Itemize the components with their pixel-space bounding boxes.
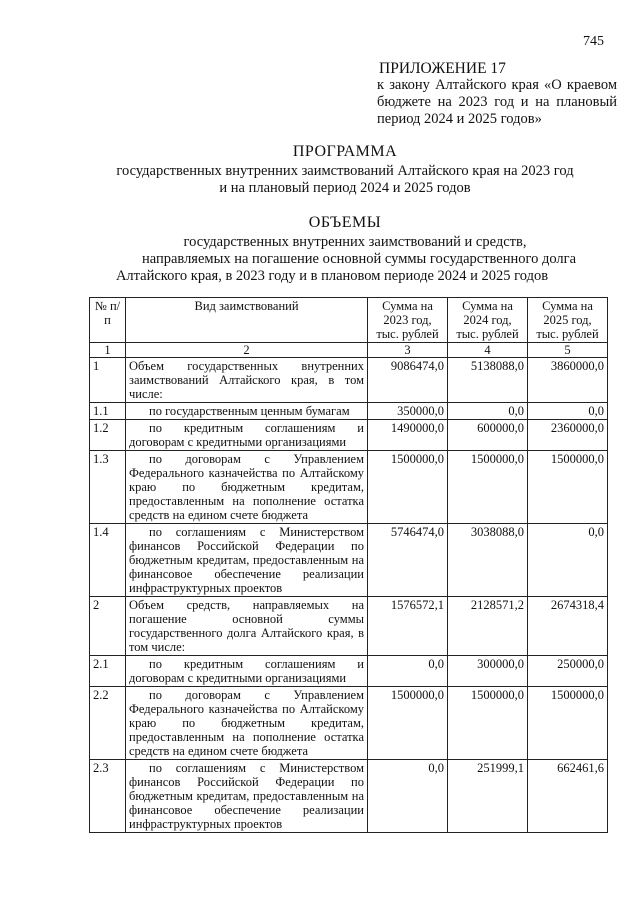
- header-sum-2025: Сумма на 2025 год, тыс. рублей: [528, 298, 608, 343]
- header-sum-2024: Сумма на 2024 год, тыс. рублей: [448, 298, 528, 343]
- value-2023: 0,0: [368, 760, 448, 833]
- program-title: ПРОГРАММА: [292, 143, 398, 160]
- row-description: по договорам с Управлением Федерального казначейства по Алтайскому краю по бюджетным кредитам, предоставленным на пополнение остатка средств на едином счете бюджета: [126, 451, 368, 524]
- row-description: по соглашениям с Министерством финансов Российской Федерации по бюджетным кредитам, предоставленным на финансовое обеспечение реализации инфраструктурных проектов: [126, 760, 368, 833]
- column-number: 1: [90, 343, 126, 358]
- value-2024: 5138088,0: [448, 358, 528, 403]
- value-2025: 3860000,0: [528, 358, 608, 403]
- value-2025: 2360000,0: [528, 420, 608, 451]
- row-description: по государственным ценным бумагам: [126, 403, 368, 420]
- page-number: 745: [583, 34, 604, 49]
- header-sum-2023: Сумма на 2023 год, тыс. рублей: [368, 298, 448, 343]
- column-number: 4: [448, 343, 528, 358]
- row-description: Объем государственных внутренних заимствований Алтайского края, в том числе:: [126, 358, 368, 403]
- column-number: 2: [126, 343, 368, 358]
- table-row: [90, 597, 608, 656]
- table-row: [90, 524, 608, 597]
- value-2025: 0,0: [528, 524, 608, 597]
- row-number: 1.1: [90, 403, 126, 420]
- program-subtitle-line-2: и на плановый период 2024 и 2025 годов: [219, 180, 471, 196]
- value-2023: 9086474,0: [368, 358, 448, 403]
- header-borrowing-type: Вид заимствований: [126, 298, 368, 343]
- value-2025: 1500000,0: [528, 451, 608, 524]
- program-subtitle-line-1: государственных внутренних заимствований Алтайского края на 2023 год: [116, 163, 574, 179]
- value-2025: 250000,0: [528, 656, 608, 687]
- volumes-subtitle: [60, 234, 630, 285]
- row-description: Объем средств, направляемых на погашение основной суммы государственного долга Алтайского края, в том числе:: [126, 597, 368, 656]
- value-2023: 1500000,0: [368, 451, 448, 524]
- row-description: по соглашениям с Министерством финансов Российской Федерации по бюджетным кредитам, предоставленным на финансовое обеспечение реализации инфраструктурных проектов: [126, 524, 368, 597]
- table-row: [90, 760, 608, 833]
- row-number: 1: [90, 358, 126, 403]
- value-2025: 1500000,0: [528, 687, 608, 760]
- value-2024: 3038088,0: [448, 524, 528, 597]
- row-number: 1.2: [90, 420, 126, 451]
- value-2025: 2674318,4: [528, 597, 608, 656]
- table-row: [90, 656, 608, 687]
- table-row: [90, 420, 608, 451]
- row-description: по кредитным соглашениям и договорам с кредитными организациями: [126, 656, 368, 687]
- table-row: [90, 451, 608, 524]
- borrowings-table: [89, 297, 608, 833]
- table-row: [90, 358, 608, 403]
- row-description: по кредитным соглашениям и договорам с кредитными организациями: [126, 420, 368, 451]
- row-number: 2: [90, 597, 126, 656]
- value-2023: 1500000,0: [368, 687, 448, 760]
- appendix-reference: к закону Алтайского края «О краевом бюджете на 2023 год и на плановый период 2024 и 2025 годов»: [377, 77, 617, 127]
- value-2023: 5746474,0: [368, 524, 448, 597]
- appendix-block: [377, 60, 617, 128]
- value-2023: 1490000,0: [368, 420, 448, 451]
- value-2024: 0,0: [448, 403, 528, 420]
- value-2023: 1576572,1: [368, 597, 448, 656]
- value-2025: 0,0: [528, 403, 608, 420]
- row-number: 2.1: [90, 656, 126, 687]
- column-number: 5: [528, 343, 608, 358]
- row-number: 1.4: [90, 524, 126, 597]
- table-header-row: [90, 298, 608, 343]
- header-number: № п/п: [90, 298, 126, 343]
- value-2024: 300000,0: [448, 656, 528, 687]
- row-number: 2.2: [90, 687, 126, 760]
- value-2024: 1500000,0: [448, 687, 528, 760]
- volumes-subtitle-line-3: Алтайского края, в 2023 году и в плановом периоде 2024 и 2025 годов: [115, 268, 549, 284]
- value-2025: 662461,6: [528, 760, 608, 833]
- column-number: 3: [368, 343, 448, 358]
- value-2023: 350000,0: [368, 403, 448, 420]
- volumes-title: ОБЪЕМЫ: [308, 214, 382, 231]
- value-2024: 1500000,0: [448, 451, 528, 524]
- row-description: по договорам с Управлением Федерального казначейства по Алтайскому краю по бюджетным кредитам, предоставленным на пополнение остатка средств на едином счете бюджета: [126, 687, 368, 760]
- program-subtitle: [60, 163, 630, 197]
- value-2024: 2128571,2: [448, 597, 528, 656]
- value-2023: 0,0: [368, 656, 448, 687]
- table-row: [90, 687, 608, 760]
- value-2024: 600000,0: [448, 420, 528, 451]
- row-number: 2.3: [90, 760, 126, 833]
- table-row: [90, 403, 608, 420]
- volumes-subtitle-line-2: направляемых на погашение основной суммы государственного долга: [141, 251, 577, 267]
- appendix-heading: ПРИЛОЖЕНИЕ 17: [379, 60, 506, 77]
- value-2024: 251999,1: [448, 760, 528, 833]
- row-number: 1.3: [90, 451, 126, 524]
- column-number-row: [90, 343, 608, 358]
- volumes-subtitle-line-1: государственных внутренних заимствований и средств,: [183, 234, 527, 250]
